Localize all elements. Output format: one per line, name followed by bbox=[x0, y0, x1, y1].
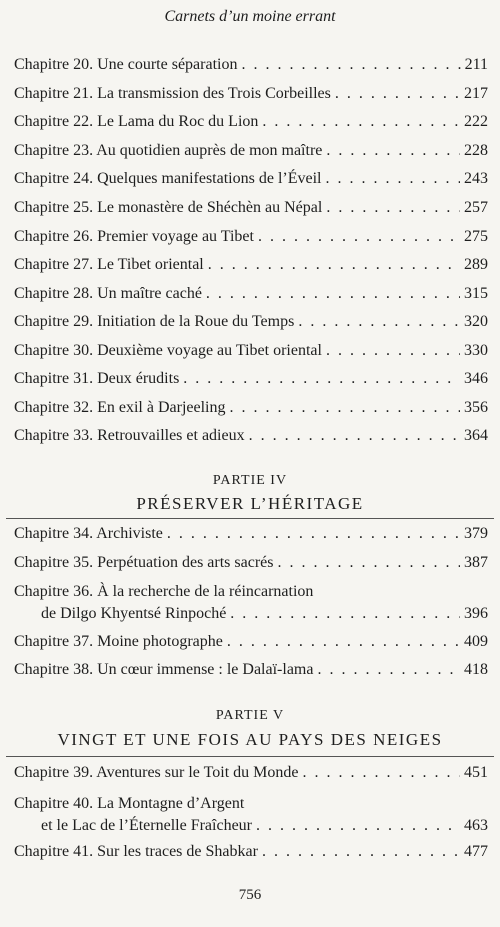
toc-entry-ch35[interactable] bbox=[14, 552, 488, 574]
entry-title: Chapitre 22. Le Lama du Roc du Lion bbox=[14, 113, 259, 130]
toc-entry-ch34[interactable] bbox=[14, 523, 488, 545]
toc-entry-ch25[interactable] bbox=[14, 197, 488, 219]
running-head: Carnets d’un moine errant bbox=[164, 8, 336, 25]
entry-page: 409 bbox=[464, 633, 488, 650]
entry-title: Chapitre 39. Aventures sur le Toit du Monde bbox=[14, 764, 299, 781]
leader-dots bbox=[262, 841, 460, 863]
toc-entry-ch20[interactable] bbox=[14, 54, 488, 76]
entry-title-continued: de Dilgo Khyentsé Rinpoché bbox=[41, 605, 227, 622]
leader-dots bbox=[258, 226, 460, 248]
entry-title: Chapitre 21. La transmission des Trois Corbeilles bbox=[14, 85, 331, 102]
part-iv-title: PRÉSERVER L’HÉRITAGE bbox=[136, 494, 364, 513]
entry-title: Chapitre 23. Au quotidien auprès de mon maître bbox=[14, 142, 323, 159]
page-number: 756 bbox=[238, 887, 262, 903]
entry-page: 211 bbox=[464, 56, 488, 73]
leader-dots bbox=[302, 762, 460, 784]
entry-page: 228 bbox=[464, 142, 488, 159]
entry-title: Chapitre 27. Le Tibet oriental bbox=[14, 256, 204, 273]
entry-title: Chapitre 28. Un maître caché bbox=[14, 285, 202, 302]
entry-page: 379 bbox=[464, 525, 488, 542]
leader-dots bbox=[208, 254, 460, 276]
part-v-rule bbox=[6, 756, 494, 757]
leader-dots bbox=[249, 425, 460, 447]
toc-entry-ch22[interactable] bbox=[14, 111, 488, 133]
entry-title: Chapitre 38. Un cœur immense : le Dalaï-lama bbox=[14, 661, 314, 678]
toc-entry-ch37[interactable] bbox=[14, 631, 488, 653]
entry-title: Chapitre 35. Perpétuation des arts sacrés bbox=[14, 554, 274, 571]
part-v-label: PARTIE V bbox=[215, 708, 285, 723]
entry-title: Chapitre 41. Sur les traces de Shabkar bbox=[14, 843, 258, 860]
entry-page: 346 bbox=[464, 370, 488, 387]
leader-dots bbox=[277, 552, 460, 574]
leader-dots bbox=[206, 283, 460, 305]
toc-entry-ch33[interactable] bbox=[14, 425, 488, 447]
leader-dots bbox=[326, 197, 460, 219]
leader-dots bbox=[335, 83, 460, 105]
toc-entry-ch41[interactable] bbox=[14, 841, 488, 863]
entry-page: 315 bbox=[464, 285, 488, 302]
entry-title: Chapitre 33. Retrouvailles et adieux bbox=[14, 427, 245, 444]
entry-title: Chapitre 20. Une courte séparation bbox=[14, 56, 238, 73]
toc-entry-ch29[interactable] bbox=[14, 311, 488, 333]
entry-page: 222 bbox=[464, 113, 488, 130]
part-iv-rule bbox=[6, 518, 494, 519]
entry-page: 289 bbox=[464, 256, 488, 273]
entry-title: Chapitre 25. Le monastère de Shéchèn au Népal bbox=[14, 199, 323, 216]
toc-entry-ch21[interactable] bbox=[14, 83, 488, 105]
leader-dots bbox=[183, 368, 460, 390]
leader-dots bbox=[298, 311, 460, 333]
toc-entry-ch23[interactable] bbox=[14, 140, 488, 162]
entry-page: 387 bbox=[464, 554, 488, 571]
leader-dots bbox=[262, 111, 460, 133]
entry-page: 275 bbox=[464, 228, 488, 245]
entry-title: Chapitre 36. À la recherche de la réincarnation bbox=[14, 583, 314, 600]
entry-page: 364 bbox=[464, 427, 488, 444]
entry-page: 243 bbox=[464, 170, 488, 187]
toc-entry-ch36[interactable] bbox=[14, 581, 488, 625]
leader-dots bbox=[241, 54, 460, 76]
leader-dots bbox=[167, 523, 460, 545]
entry-page: 451 bbox=[464, 764, 488, 781]
entry-page: 418 bbox=[464, 661, 488, 678]
entry-title: Chapitre 30. Deuxième voyage au Tibet oriental bbox=[14, 342, 322, 359]
entry-title: Chapitre 37. Moine photographe bbox=[14, 633, 223, 650]
part-v-title: VINGT ET UNE FOIS AU PAYS DES NEIGES bbox=[57, 730, 443, 749]
toc-entry-ch26[interactable] bbox=[14, 226, 488, 248]
entry-page: 477 bbox=[464, 843, 488, 860]
toc-entry-ch40[interactable] bbox=[14, 793, 488, 837]
entry-page: 356 bbox=[464, 399, 488, 416]
toc-entry-ch31[interactable] bbox=[14, 368, 488, 390]
leader-dots bbox=[230, 603, 460, 625]
entry-page: 463 bbox=[464, 817, 488, 834]
leader-dots bbox=[326, 140, 460, 162]
toc-entry-ch28[interactable] bbox=[14, 283, 488, 305]
entry-title: Chapitre 31. Deux érudits bbox=[14, 370, 180, 387]
leader-dots bbox=[229, 397, 460, 419]
toc-entry-ch39[interactable] bbox=[14, 762, 488, 784]
toc-entry-ch27[interactable] bbox=[14, 254, 488, 276]
entry-title: Chapitre 29. Initiation de la Roue du Temps bbox=[14, 313, 295, 330]
leader-dots bbox=[256, 815, 460, 837]
entry-title: Chapitre 32. En exil à Darjeeling bbox=[14, 399, 226, 416]
toc-entry-ch38[interactable] bbox=[14, 659, 488, 681]
entry-title: Chapitre 34. Archiviste bbox=[14, 525, 163, 542]
entry-page: 330 bbox=[464, 342, 488, 359]
toc-entry-ch32[interactable] bbox=[14, 397, 488, 419]
entry-title: Chapitre 40. La Montagne d’Argent bbox=[14, 795, 245, 812]
entry-page: 396 bbox=[464, 605, 488, 622]
part-iv-label: PARTIE IV bbox=[212, 473, 288, 488]
leader-dots bbox=[326, 340, 460, 362]
entry-title: Chapitre 26. Premier voyage au Tibet bbox=[14, 228, 254, 245]
entry-page: 320 bbox=[464, 313, 488, 330]
entry-title-continued: et le Lac de l’Éternelle Fraîcheur bbox=[41, 817, 252, 834]
toc-entry-ch24[interactable] bbox=[14, 168, 488, 190]
entry-page: 257 bbox=[464, 199, 488, 216]
entry-title: Chapitre 24. Quelques manifestations de l’Éveil bbox=[14, 170, 322, 187]
leader-dots bbox=[227, 631, 460, 653]
entry-page: 217 bbox=[464, 85, 488, 102]
leader-dots bbox=[325, 168, 460, 190]
leader-dots bbox=[317, 659, 460, 681]
toc-entry-ch30[interactable] bbox=[14, 340, 488, 362]
